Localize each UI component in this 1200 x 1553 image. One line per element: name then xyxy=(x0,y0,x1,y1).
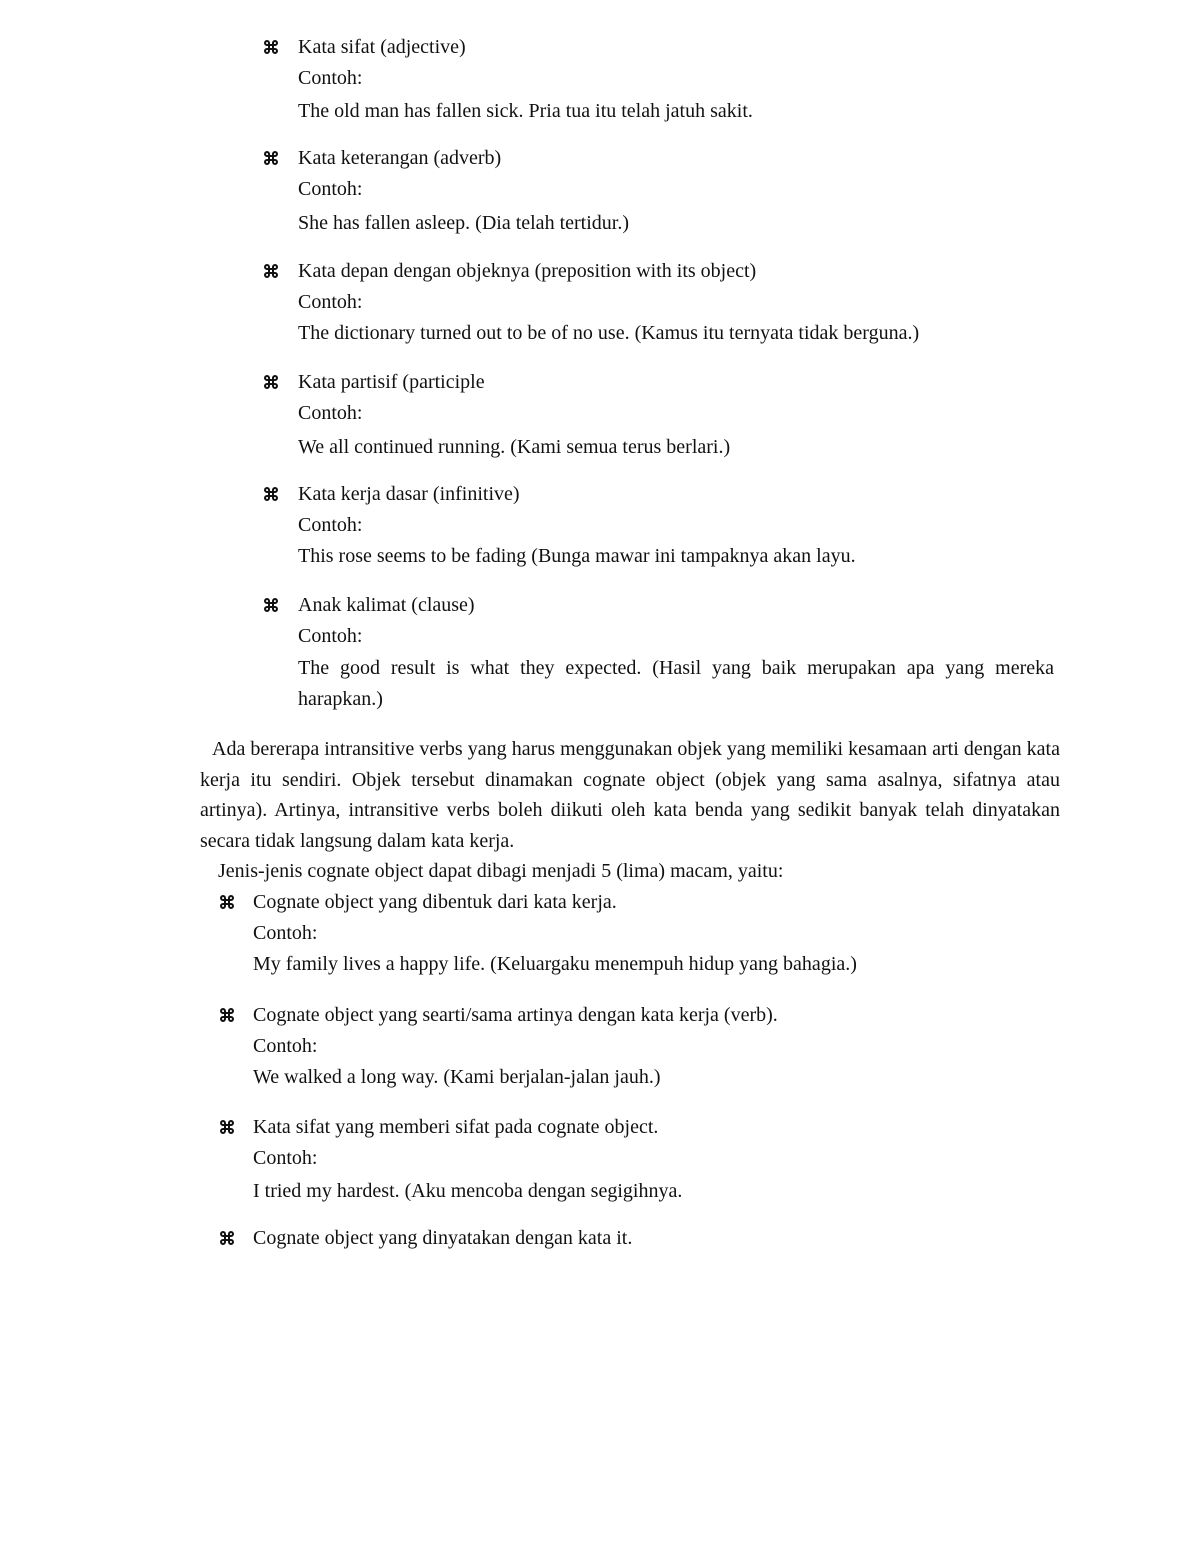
item-title: Kata depan dengan objeknya (preposition with its object) xyxy=(298,260,757,282)
list-item xyxy=(218,1223,1068,1258)
example-text: The good result is what they expected. (Hasil yang baik merupakan apa yang mereka harapkan.) xyxy=(298,657,1054,710)
example-label: Contoh: xyxy=(253,922,318,944)
list-item xyxy=(218,1000,1068,1095)
command-key-icon xyxy=(218,893,236,911)
command-key-icon xyxy=(218,1006,236,1024)
item-title: Kata keterangan (adverb) xyxy=(298,147,502,169)
example-text: We walked a long way. (Kami berjalan-jalan jauh.) xyxy=(253,1066,661,1088)
list-item xyxy=(262,143,1062,238)
example-text: We all continued running. (Kami semua terus berlari.) xyxy=(298,436,731,458)
example-text: I tried my hardest. (Aku mencoba dengan segigihnya. xyxy=(253,1180,683,1202)
list-item xyxy=(262,367,1062,462)
intro-line: Jenis-jenis cognate object dapat dibagi menjadi 5 (lima) macam, yaitu: xyxy=(218,860,784,882)
item-title: Cognate object yang searti/sama artinya dengan kata kerja (verb). xyxy=(253,1004,778,1026)
list-item xyxy=(262,256,1062,351)
example-text: The dictionary turned out to be of no use. (Kamus itu ternyata tidak berguna.) xyxy=(298,322,920,344)
example-label: Contoh: xyxy=(253,1035,318,1057)
example-label: Contoh: xyxy=(298,402,363,424)
list-item xyxy=(218,887,1068,982)
item-title: Anak kalimat (clause) xyxy=(298,594,475,616)
example-text: This rose seems to be fading (Bunga mawar ini tampaknya akan layu. xyxy=(298,545,856,567)
item-title: Cognate object yang dinyatakan dengan kata it. xyxy=(253,1227,633,1249)
example-text: The old man has fallen sick. Pria tua itu telah jatuh sakit. xyxy=(298,100,753,122)
example-label: Contoh: xyxy=(298,625,363,647)
example-label: Contoh: xyxy=(298,291,363,313)
item-title: Kata sifat (adjective) xyxy=(298,36,466,58)
list-item xyxy=(262,32,1062,127)
command-key-icon xyxy=(262,373,280,391)
command-key-icon xyxy=(218,1118,236,1136)
example-text: My family lives a happy life. (Keluargaku menempuh hidup yang bahagia.) xyxy=(253,953,857,975)
item-title: Kata partisif (participle xyxy=(298,371,485,393)
command-key-icon xyxy=(262,149,280,167)
command-key-icon xyxy=(262,485,280,503)
example-label: Contoh: xyxy=(253,1147,318,1169)
list-item xyxy=(218,1112,1068,1207)
item-title: Kata kerja dasar (infinitive) xyxy=(298,483,520,505)
command-key-icon xyxy=(262,262,280,280)
item-title: Kata sifat yang memberi sifat pada cognate object. xyxy=(253,1116,659,1138)
command-key-icon xyxy=(262,596,280,614)
list-item xyxy=(262,479,1062,574)
example-label: Contoh: xyxy=(298,67,363,89)
example-text: She has fallen asleep. (Dia telah tertidur.) xyxy=(298,212,629,234)
item-title: Cognate object yang dibentuk dari kata kerja. xyxy=(253,891,617,913)
body-paragraph: Ada bererapa intransitive verbs yang harus menggunakan objek yang memiliki kesamaan arti dengan kata kerja itu sendiri. Objek tersebut dinamakan cognate object (objek yang sama asalnya, sifatnya atau artinya). Artinya, intransitive verbs boleh diikuti oleh kata benda yang sedikit banyak telah dinyatakan secara tidak langsung dalam kata kerja. xyxy=(200,738,1060,852)
example-label: Contoh: xyxy=(298,514,363,536)
list-item xyxy=(262,590,1062,720)
command-key-icon xyxy=(262,38,280,56)
example-label: Contoh: xyxy=(298,178,363,200)
command-key-icon xyxy=(218,1229,236,1247)
